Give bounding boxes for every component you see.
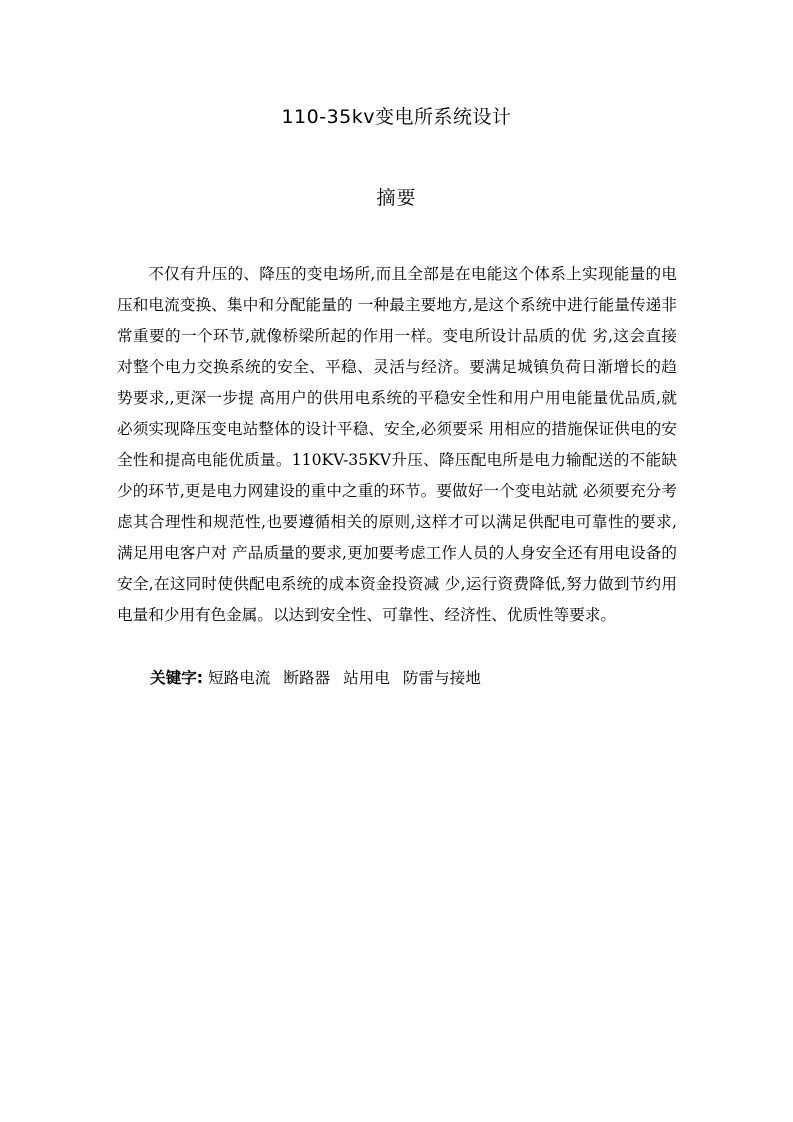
keyword-item: 短路电流 <box>208 669 271 687</box>
abstract-paragraph: 不仅有升压的、降压的变电场所,而且全部是在电能这个体系上实现能量的电压和电流变换、集中和分配能量的 一种最主要地方,是这个系统中进行能量传递非常重要的一个环节,就像桥梁所起的作用一样。变电所设计品质的优 劣,这会直接对整个电力交换系统的安全、平稳、灵活与经济。要满足城镇负荷日渐增长的趋势要求,,更深一步提 高用户的供用电系统的平稳安全性和用户用电能量优品质,就必须实现降压变电站整体的设计平稳、安全,必须要采 用相应的措施保证供电的安全性和提高电能优质量。110KV-35KV升压、降压配电所是电力输配送的不能缺少的环节,更是电力网建设的重中之重的环节。要做好一个变电站就 必须要充分考虑其合理性和规范性,也要遵循相关的原则,这样才可以满足供配电可靠性的要求,满足用电客户对 产品质量的要求,更加要考虑工作人员的人身安全还有用电设备的安全,在这同时使供配电系统的成本资金投资减 少,运行资费降低,努力做到节约用电量和少用有色金属。以达到安全性、可靠性、经济性、优质性等要求。 <box>117 265 677 624</box>
document-title: 110-35kv变电所系统设计 <box>281 106 512 128</box>
keywords-line <box>150 666 690 690</box>
keyword-item: 断路器 <box>283 669 331 687</box>
keyword-item: 站用电 <box>343 669 390 687</box>
keyword-item: 防雷与接地 <box>402 669 481 687</box>
keywords-label: 关键字: <box>150 669 204 687</box>
abstract-heading: 摘要 <box>376 187 417 209</box>
